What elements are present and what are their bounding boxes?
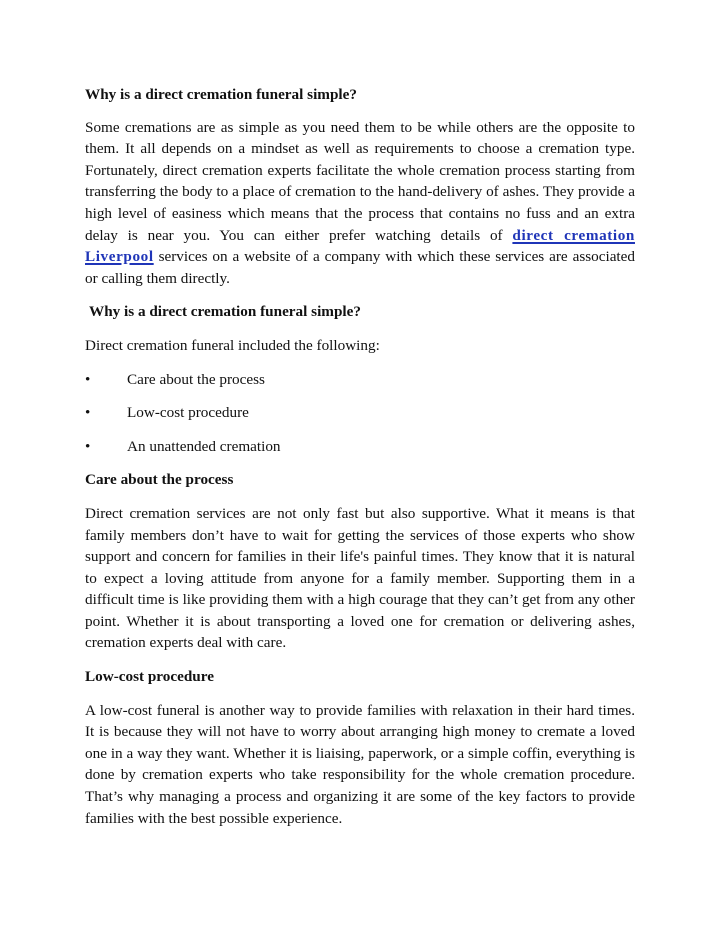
list-item (85, 402, 635, 424)
direct-cremation-liverpool-link[interactable]: direct cremation Liverpool (85, 226, 635, 266)
section-heading-low-cost: Low-cost procedure (85, 668, 214, 686)
bullet-icon: • (85, 404, 91, 422)
bullet-icon: • (85, 370, 91, 388)
section-heading-why-simple-repeat: Why is a direct cremation funeral simple? (89, 303, 361, 321)
bullet-icon: • (85, 437, 91, 455)
low-cost-paragraph: A low-cost funeral is another way to provide families with relaxation in their hard times. It is because they will not have to worry about arranging high money to cremate a loved one in a way they want. Whether it is liaising, paperwork, or a simple coffin, everything is done by cremation experts who take responsibility for the whole cremation procedure. That’s why managing a process and organizing it are some of the key factors to provide families with the best possible experience. (85, 701, 635, 827)
section-heading-why-simple: Why is a direct cremation funeral simple? (85, 86, 357, 103)
intro-text-before-link: Some cremations are as simple as you need them to be while others are the opposite to them. It all depends on a mindset as well as requirements to choose a cremation type. Fortunately, direct cremation experts facilitate the whole cremation process starting from transferring the body to a place of cremation to the hand-delivery of ashes. They provide a high level of easiness which means that the process that contains no fuss and an extra delay is near you. You can either prefer watching details of (85, 118, 635, 244)
intro-text-after-link: services on a website of a company with which these services are associated or calling them directly. (85, 248, 635, 287)
document-body (85, 84, 635, 829)
list-item-label: Low-cost procedure (127, 404, 249, 422)
list-item (85, 436, 635, 458)
intro-paragraph (85, 117, 635, 290)
included-intro: Direct cremation funeral included the following: (85, 336, 380, 354)
list-item-label: An unattended cremation (127, 437, 281, 455)
care-paragraph: Direct cremation services are not only fast but also supportive. What it means is that family members don’t have to wait for getting the services of those experts who show support and concern for families in their life's painful times. They know that it is natural to expect a loving attitude from anyone for a family member. Supporting them in a difficult time is like providing them with a high courage that they can’t get from any other point. Whether it is about transporting a loved one for cremation or delivering ashes, cremation experts deal with care. (85, 504, 635, 652)
list-item-label: Care about the process (127, 370, 265, 388)
section-heading-care: Care about the process (85, 471, 234, 489)
included-list (85, 369, 635, 458)
list-item (85, 369, 635, 391)
